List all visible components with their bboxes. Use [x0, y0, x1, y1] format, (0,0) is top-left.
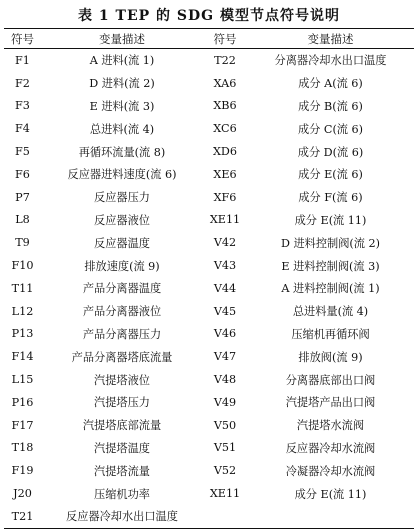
- cell-description-right: 汽提塔水流阀: [296, 419, 365, 433]
- cell-description-left: 产品分离器压力: [82, 327, 162, 341]
- cell-symbol-left: F6: [15, 167, 30, 181]
- cell-symbol-right: XE11: [209, 487, 241, 501]
- cell-symbol-right: V44: [213, 281, 237, 295]
- table-row: [4, 72, 414, 95]
- cell-symbol-left: F2: [15, 76, 30, 90]
- header-symbol-left: 符号: [11, 31, 34, 46]
- cell-symbol-right: XC6: [213, 122, 237, 136]
- cell-symbol-left: F10: [11, 259, 34, 273]
- table-row: [4, 117, 414, 140]
- cell-symbol-left: T18: [11, 441, 34, 455]
- table-row: [4, 231, 414, 254]
- cell-description-left: 汽提塔温度: [94, 441, 150, 455]
- cell-symbol-left: F4: [15, 122, 30, 136]
- cell-description-left: 反应器冷却水出口温度: [66, 510, 178, 524]
- table-row: [4, 414, 414, 437]
- cell-symbol-left: L12: [11, 304, 34, 318]
- sdg-node-table: [4, 28, 414, 529]
- cell-description-left: 反应器液位: [94, 213, 150, 227]
- cell-symbol-right: XE6: [213, 167, 237, 181]
- cell-symbol-left: F5: [15, 145, 30, 159]
- cell-symbol-left: F1: [15, 53, 30, 67]
- table-row: [4, 95, 414, 118]
- cell-description-left: 产品分离器温度: [82, 282, 162, 296]
- cell-description-left: 汽提塔流量: [94, 464, 150, 478]
- cell-symbol-left: P16: [11, 395, 34, 409]
- cell-description-right: 成分 F(流 6): [298, 191, 363, 205]
- cell-symbol-left: T21: [11, 509, 34, 523]
- cell-description-right: 汽提塔产品出口阀: [285, 396, 376, 410]
- cell-description-left: 排放速度(流 9): [84, 259, 160, 273]
- cell-symbol-left: F14: [11, 350, 34, 364]
- cell-description-left: 压缩机功率: [94, 487, 150, 501]
- table-row: [4, 300, 414, 323]
- cell-description-left: 总进料(流 4): [89, 122, 155, 136]
- cell-symbol-right: XF6: [213, 190, 237, 204]
- cell-description-right: 反应器冷却水流阀: [285, 441, 376, 455]
- header-description-right: 变量描述: [307, 31, 354, 46]
- table-row: [4, 391, 414, 414]
- cell-description-right: D 进料控制阀(流 2): [280, 236, 381, 250]
- cell-description-left: 反应器进料速度(流 6): [67, 168, 177, 182]
- cell-description-left: 汽提塔液位: [94, 373, 150, 387]
- cell-description-left: 产品分离器塔底流量: [71, 350, 173, 364]
- cell-symbol-right: V51: [213, 441, 237, 455]
- cell-symbol-left: F3: [15, 99, 30, 113]
- cell-description-right: A 进料控制阀(流 1): [281, 282, 380, 296]
- cell-symbol-right: V45: [213, 304, 237, 318]
- cell-description-right: 压缩机再循环阀: [291, 327, 370, 341]
- table-body: [4, 49, 414, 529]
- cell-symbol-left: L15: [11, 373, 34, 387]
- cell-symbol-right: XA6: [213, 76, 237, 90]
- cell-description-right: 成分 C(流 6): [297, 122, 364, 136]
- cell-symbol-left: L8: [15, 213, 30, 227]
- cell-symbol-right: V50: [213, 418, 237, 432]
- cell-description-right: E 进料控制阀(流 3): [281, 259, 380, 273]
- table-row: [4, 505, 414, 528]
- table-row: [4, 254, 414, 277]
- table-row: [4, 368, 414, 391]
- cell-symbol-left: F19: [11, 464, 34, 478]
- table-caption: 表 1 TEP 的 SDG 模型节点符号说明: [78, 8, 340, 24]
- cell-description-right: 总进料量(流 4): [292, 305, 369, 319]
- cell-description-left: 反应器压力: [94, 191, 150, 205]
- cell-symbol-right: V43: [213, 259, 237, 273]
- cell-description-right: 成分 A(流 6): [298, 77, 363, 91]
- cell-description-right: 成分 E(流 11): [294, 487, 367, 501]
- cell-description-right: 成分 E(流 6): [298, 168, 363, 182]
- table-row: [4, 209, 414, 232]
- table-row: [4, 459, 414, 482]
- table-row: [4, 345, 414, 368]
- cell-description-right: 冷凝器冷却水流阀: [285, 464, 376, 478]
- cell-description-right: 成分 B(流 6): [298, 99, 363, 113]
- cell-description-right: 分离器冷却水出口温度: [274, 54, 387, 68]
- table-row: [4, 482, 414, 505]
- cell-description-left: 汽提塔底部流量: [82, 419, 162, 433]
- cell-description-right: 成分 D(流 6): [297, 145, 364, 159]
- cell-description-right: 分离器底部出口阀: [285, 373, 376, 387]
- cell-symbol-left: P7: [15, 190, 30, 204]
- table-row: [4, 140, 414, 163]
- table-row: [4, 49, 414, 72]
- cell-description-left: 汽提塔压力: [94, 396, 150, 410]
- cell-symbol-right: V42: [213, 236, 237, 250]
- cell-symbol-right: V52: [213, 464, 237, 478]
- cell-description-left: 再循环流量(流 8): [78, 145, 166, 159]
- cell-symbol-right: V49: [213, 395, 237, 409]
- table-row: [4, 163, 414, 186]
- cell-description-left: 反应器温度: [94, 236, 150, 250]
- cell-symbol-right: XE11: [209, 213, 241, 227]
- cell-description-right: 排放阀(流 9): [298, 350, 363, 364]
- table-row: [4, 437, 414, 460]
- cell-symbol-right: V46: [213, 327, 237, 341]
- cell-symbol-left: P13: [11, 327, 34, 341]
- cell-description-left: E 进料(流 3): [89, 99, 155, 113]
- cell-description-right: [247, 505, 414, 528]
- cell-symbol-right: V47: [213, 350, 237, 364]
- cell-symbol-right: XB6: [213, 99, 237, 113]
- cell-symbol-right: V48: [213, 373, 237, 387]
- cell-symbol-right: T22: [214, 53, 236, 67]
- cell-symbol-left: T9: [15, 236, 30, 250]
- cell-symbol-right: [203, 505, 247, 528]
- table-row: [4, 277, 414, 300]
- cell-symbol-left: T11: [11, 281, 34, 295]
- cell-symbol-left: J20: [13, 487, 32, 501]
- cell-symbol-left: F17: [11, 418, 34, 432]
- cell-description-left: 产品分离器液位: [82, 305, 162, 319]
- cell-description-right: 成分 E(流 11): [294, 213, 367, 227]
- header-description-left: 变量描述: [99, 31, 145, 46]
- cell-symbol-right: XD6: [212, 145, 238, 159]
- cell-description-left: D 进料(流 2): [89, 77, 155, 91]
- table-row: [4, 186, 414, 209]
- table-header-row: [4, 29, 414, 49]
- header-symbol-right: 符号: [213, 31, 237, 46]
- cell-description-left: A 进料(流 1): [89, 54, 155, 68]
- table-row: [4, 323, 414, 346]
